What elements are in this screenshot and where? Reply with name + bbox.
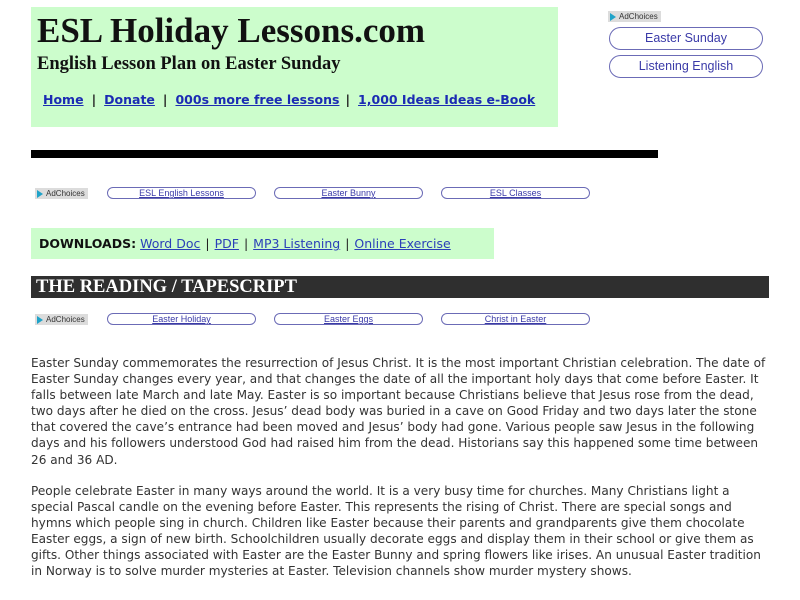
ad-link-easter-bunny[interactable]: Easter Bunny: [274, 187, 423, 199]
download-pdf-link[interactable]: PDF: [214, 236, 239, 251]
nav-separator: |: [345, 92, 351, 107]
adchoices-badge[interactable]: [35, 314, 88, 325]
adchoices-badge[interactable]: [35, 188, 88, 199]
nav-more-lessons-link[interactable]: 000s more free lessons: [175, 92, 340, 107]
ad-link-esl-english-lessons[interactable]: ESL English Lessons: [107, 187, 256, 199]
nav-home-link[interactable]: Home: [43, 92, 84, 107]
adchoices-label: AdChoices: [46, 315, 85, 324]
nav-donate-link[interactable]: Donate: [104, 92, 155, 107]
ad-link-listening-english[interactable]: Listening English: [609, 55, 763, 78]
top-nav: [43, 92, 535, 107]
nav-separator: |: [162, 92, 168, 107]
site-header: [31, 7, 558, 127]
adchoices-badge[interactable]: [608, 11, 661, 22]
page-subtitle: English Lesson Plan on Easter Sunday: [37, 54, 341, 74]
ad-link-easter-holiday[interactable]: Easter Holiday: [107, 313, 256, 325]
adchoices-label: AdChoices: [46, 189, 85, 198]
adchoices-icon: [37, 190, 43, 198]
ad-link-easter-sunday[interactable]: Easter Sunday: [609, 27, 763, 50]
ad-link-easter-eggs[interactable]: Easter Eggs: [274, 313, 423, 325]
ad-link-esl-classes[interactable]: ESL Classes: [441, 187, 590, 199]
site-title: ESL Holiday Lessons.com: [37, 11, 426, 50]
adchoices-label: AdChoices: [619, 12, 658, 21]
divider-bar: [31, 150, 658, 158]
download-word-doc-link[interactable]: Word Doc: [140, 236, 201, 251]
nav-separator: |: [91, 92, 97, 107]
downloads-bar: [31, 228, 494, 259]
ad-link-christ-in-easter[interactable]: Christ in Easter: [441, 313, 590, 325]
downloads-label: DOWNLOADS:: [39, 236, 137, 251]
downloads-separator: |: [243, 236, 249, 251]
online-exercise-link[interactable]: Online Exercise: [354, 236, 451, 251]
adchoices-icon: [610, 13, 616, 21]
adchoices-icon: [37, 316, 43, 324]
section-heading: THE READING / TAPESCRIPT: [31, 276, 769, 298]
downloads-separator: |: [205, 236, 210, 251]
reading-paragraph: People celebrate Easter in many ways around the world. It is a very busy time for churches. Many Christians light a special Pascal candle on the evening before Easter. This represents the rising of Christ. There are special songs and hymns which people sing in church. Children like Easter because their parents and grandparents give them chocolate Easter eggs, a sign of new birth. Schoolchildren usually decorate eggs and display them in their school or give them as gifts. Other things associated with Easter are the Easter Bunny and spring flowers like irises. An unusual Easter tradition in Norway is to solve murder mysteries at Easter. Television channels show murder mystery shows.: [31, 484, 761, 579]
reading-paragraph: Easter Sunday commemorates the resurrection of Jesus Christ. It is the most important Christian celebration. The date of Easter Sunday changes every year, and that changes the date of all the important holy days that come before Easter. It falls between late March and late May. Easter is so important because Christians believe that Jesus rose from the dead, two days after he died on the cross. Jesus’ dead body was buried in a cave on Good Friday and two days later the stone that covered the cave’s entrance had been moved and Jesus’ body had gone. Various people saw Jesus in the following days and his followers understood God had raised him from the dead. Historians say this happened some time between 26 and 36 AD.: [31, 356, 766, 467]
nav-ebook-link[interactable]: 1,000 Ideas Ideas e-Book: [358, 92, 536, 107]
download-mp3-link[interactable]: MP3 Listening: [253, 236, 341, 251]
downloads-separator: |: [345, 236, 350, 251]
